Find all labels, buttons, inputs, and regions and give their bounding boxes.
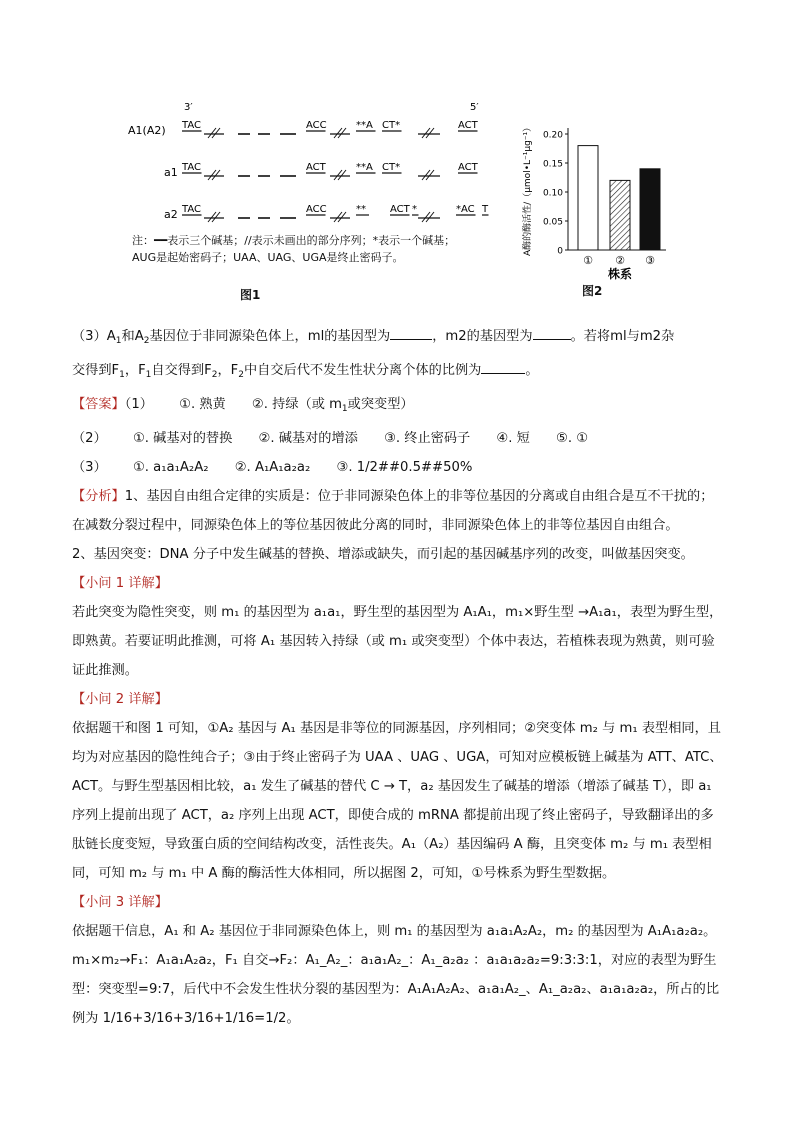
- codon-text: T: [482, 204, 489, 215]
- y-tick-label: 0.20: [542, 130, 563, 141]
- prime-5-label: 5′: [470, 102, 479, 113]
- answer-blank[interactable]: [533, 339, 571, 340]
- break-mark: [426, 170, 434, 180]
- codon-text: CT*: [382, 162, 401, 173]
- answer-item: ①. 碱基对的替换: [132, 431, 233, 446]
- row-label-a2: a2: [164, 208, 178, 221]
- analysis-2: 2、基因突变：DNA 分子中发生碱基的替换、增添或缺失，而引起的基因碱基序列的改变，叫做基因突变。: [72, 547, 694, 562]
- sub3-label: 【小问 3 详解】: [72, 895, 168, 910]
- y-tick-label: 0.05: [542, 217, 563, 228]
- answer-item: ③. 1/2##0.5##50%: [336, 460, 473, 475]
- codon-text: **: [356, 204, 366, 215]
- codon-text: **A: [356, 120, 373, 131]
- q3-part: 基因位于非同源染色体上，ml的基因型为: [149, 329, 391, 344]
- codon-text: **A: [356, 162, 373, 173]
- analysis-text: 1、基因自由组合定律的实质是：位于非同源染色体上的非等位基因的分离或自由组合是互不干扰的；在减数分裂过程中，同源染色体上的等位基因彼此分离的同时，非同源染色体上的非等位基因自由组合。: [72, 489, 714, 533]
- answer-line-2: [72, 424, 724, 453]
- break-mark: [338, 128, 346, 138]
- answer-item: ④. 短: [496, 431, 530, 446]
- note-line-2: AUG是起始密码子；UAA、UAG、UGA是终止密码子。: [132, 251, 404, 264]
- answer-item: 或突变型）: [347, 397, 414, 412]
- answer-blank[interactable]: [390, 339, 432, 340]
- answer-line-3: [72, 453, 724, 482]
- y-tick-label: 0.15: [542, 159, 563, 170]
- answer-item: ⑤. ①: [556, 431, 589, 446]
- break-mark: [212, 128, 220, 138]
- row-label-a1: a1: [164, 166, 178, 179]
- codon-text: TAC: [182, 120, 201, 131]
- break-mark: [338, 170, 346, 180]
- x-axis-label: 株系: [607, 267, 633, 281]
- answer-num: （2）: [72, 431, 107, 446]
- codon-text: ACT: [458, 120, 478, 131]
- sequence-rows: [181, 120, 489, 222]
- answer-line-1: 【答案】（1） ①. 熟黄 ②. 持绿（或 $m_1$或突变型）: [72, 397, 414, 414]
- category-label: ②: [615, 254, 625, 267]
- q3-part: 自交得到F: [151, 363, 212, 378]
- break-mark: [426, 128, 434, 138]
- row-label-A1A2: A1(A2): [128, 124, 166, 137]
- bar: [640, 169, 660, 250]
- category-label: ③: [645, 254, 655, 267]
- codon-text: TAC: [182, 204, 201, 215]
- break-mark: [422, 212, 430, 222]
- codon-text: ACT: [306, 162, 326, 173]
- bar: [610, 180, 630, 250]
- break-mark: [426, 212, 434, 222]
- answer-label: 【答案】: [72, 397, 125, 412]
- figure2-bar-chart: [508, 96, 688, 306]
- q3-part: 。: [525, 363, 539, 378]
- figure1-caption: 图1: [240, 288, 261, 302]
- codon-text: *: [412, 204, 417, 215]
- codon-text: ACC: [306, 204, 327, 215]
- sub2-text: 依据题干和图 1 可知，①A₂ 基因与 A₁ 基因是非等位的同源基因，序列相同；②突变体 m₂ 与 m₁ 表型相同，且均为对应基因的隐性纯合子；③由于终止密码子为 UAA 、UAG 、UGA，可知对应模板链上碱基为 ATT、ATC、ACT。与野生型基因相比较，a₁ 发生了碱基的替代 C → T，a₂ 基因发生了碱基的增添（增添了碱基 T），即 a₁ 序列上提前出现了 ACT，a₂ 序列上出现 ACT，即使合成的 mRNA 都提前出现了终止密码子，导致翻译出的多肽链长度变短，导致蛋白质的空间结构改变，活性丧失。A₁（A₂）基因编码 A 酶，且突变体 m₂ 与 m₁ 表型相同，可知 m₂ 与 m₁ 中 A 酶的酶活性大体相同，所以据图 2，可知，①号株系为野生型数据。: [72, 721, 723, 881]
- break-mark: [208, 128, 216, 138]
- codon-text: ACT: [390, 204, 410, 215]
- answer-item: ③. 终止密码子: [384, 431, 471, 446]
- sub1-label: 【小问 1 详解】: [72, 576, 168, 591]
- analysis-1: [72, 482, 724, 540]
- break-mark: [334, 170, 342, 180]
- q3-part: 中自交后代不发生性状分离个体的比例为: [244, 363, 482, 378]
- answer-item: ②. A₁A₁a₂a₂: [234, 460, 311, 475]
- break-mark: [334, 212, 342, 222]
- break-mark: [422, 128, 430, 138]
- codon-text: CT*: [382, 120, 401, 131]
- codon-text: ACC: [306, 120, 327, 131]
- sub3-text: 依据题干信息，A₁ 和 A₂ 基因位于非同源染色体上，则 m₁ 的基因型为 a₁a₁A₂A₂，m₂ 的基因型为 A₁A₁a₂a₂。m₁×m₂→F₁：A₁a₁A₂a₂，F₁ 自交→F₂：A₁_A₂_：a₁a₁A₂_：A₁_a₂a₂ ：a₁a₁a₂a₂=9:3:3:1，对应的表型为野生型：突变型=9:7，后代中不会发生性状分裂的基因型为：A₁A₁A₂A₂、a₁a₁A₂_、A₁_a₂a₂、a₁a₁a₂a₂，所占的比例为 1/16+3/16+3/16+1/16=1/2。: [72, 924, 720, 1026]
- answer-item: ②. 持绿（或 m: [251, 397, 342, 412]
- category-label: ①: [583, 254, 593, 267]
- sub2-label: 【小问 2 详解】: [72, 692, 168, 707]
- q3-part: ，m2的基因型为: [432, 329, 533, 344]
- answer-num: （3）: [72, 460, 107, 475]
- chart-group: [521, 123, 666, 281]
- break-mark: [338, 212, 346, 222]
- codon-text: TAC: [182, 162, 201, 173]
- codon-text: ACT: [458, 162, 478, 173]
- q3-part: （3）A: [72, 329, 116, 344]
- answer-num: （1）: [124, 397, 153, 412]
- body-text: [72, 322, 724, 1033]
- y-axis-label: A酶的酶活性/（μmol•L⁻¹μg⁻¹）: [523, 122, 533, 256]
- codon-text: *AC: [456, 204, 475, 215]
- sub1-text: 若此突变为隐性突变，则 m₁ 的基因型为 a₁a₁，野生型的基因型为 A₁A₁，m₁×野生型 →A₁a₁，表型为野生型，即熟黄。若要证明此推测，可将 A₁ 基因转入持绿（或 m₁ 或突变型）个体中表达，若植株表现为熟黄，则可验证此推测。: [72, 605, 723, 678]
- answer-blank[interactable]: [481, 373, 525, 374]
- note-line-1: 注：━━表示三个碱基；//表示未画出的部分序列；*表示一个碱基；: [132, 234, 456, 247]
- bar: [578, 146, 598, 250]
- analysis-label: 【分析】: [72, 489, 125, 504]
- answer-item: ②. 碱基对的增添: [258, 431, 358, 446]
- prime-3-label: 3′: [184, 102, 193, 113]
- y-tick-label: 0: [557, 246, 563, 257]
- q3-part: 和A: [121, 329, 144, 344]
- break-mark: [208, 212, 216, 222]
- y-tick-label: 0.10: [542, 188, 563, 199]
- break-mark: [212, 212, 220, 222]
- answer-item: ①. a₁a₁A₂A₂: [132, 460, 209, 475]
- question-3: $(3)A_1$和$A_2$基因位于非同源染色体上，ml的基因型为 ，m2的基因型为 。若将ml与m2杂 交得到$F_1$，$F_1$自交得到$F_2$，$F_2$中自交后代不发生性状分离个体的比例为 。: [72, 329, 675, 380]
- figure1-note: [132, 232, 492, 266]
- q3-part: 交得到F: [72, 363, 120, 378]
- q3-part: ，F: [217, 363, 239, 378]
- q3-part: 。若将ml与m2杂: [570, 329, 675, 344]
- figure2-caption: 图2: [582, 284, 603, 298]
- break-mark: [422, 170, 430, 180]
- q3-part: ，F: [124, 363, 146, 378]
- figure1-sequences: [120, 96, 500, 306]
- break-mark: [208, 170, 216, 180]
- break-mark: [334, 128, 342, 138]
- answer-item: ①. 熟黄: [179, 397, 226, 412]
- break-mark: [212, 170, 220, 180]
